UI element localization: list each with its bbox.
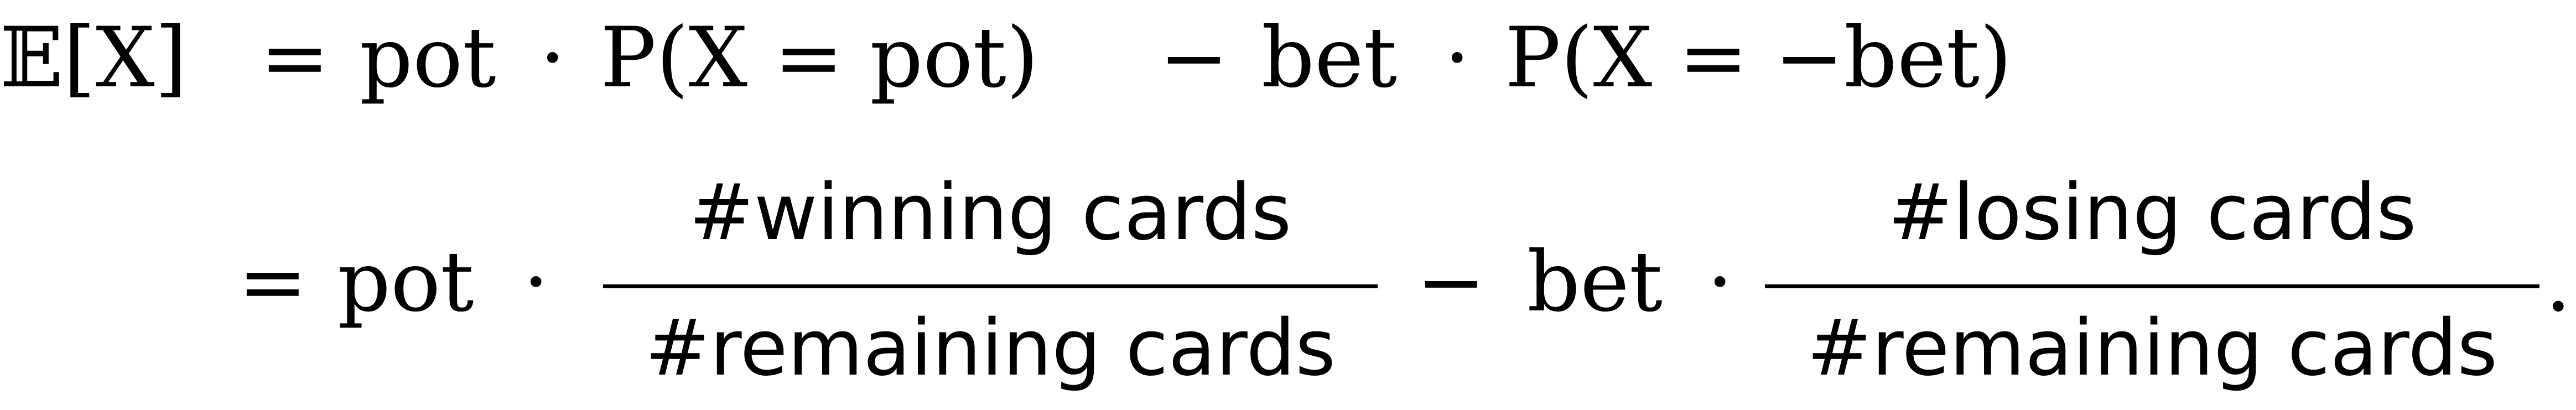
equals-sign: = bbox=[238, 234, 308, 330]
equation-line-1 bbox=[0, 11, 2576, 111]
fraction-bar bbox=[603, 284, 1378, 288]
bet-term: bet bbox=[1527, 234, 1663, 330]
multiply-dot: · bbox=[1707, 234, 1733, 330]
minus-sign: − bbox=[1416, 234, 1486, 330]
period: . bbox=[2545, 234, 2572, 330]
winning-fraction bbox=[603, 166, 1378, 409]
pot-term: pot bbox=[360, 10, 496, 106]
fraction-bar bbox=[1765, 284, 2539, 288]
probability-lose: P(X = −bet) bbox=[1505, 10, 2012, 106]
expectation-lhs: 𝔼[X] bbox=[0, 10, 188, 106]
losing-fraction bbox=[1765, 166, 2539, 409]
equation-line-2 bbox=[0, 166, 2576, 409]
winning-numerator: #winning cards bbox=[689, 168, 1292, 258]
minus-sign: − bbox=[1159, 10, 1229, 106]
losing-numerator: #losing cards bbox=[1888, 168, 2417, 258]
equals-sign: = bbox=[260, 10, 330, 106]
bet-term: bet bbox=[1261, 10, 1398, 106]
pot-term: pot bbox=[337, 234, 474, 330]
multiply-dot: · bbox=[1444, 10, 1471, 106]
remaining-denominator: #remaining cards bbox=[645, 303, 1336, 393]
remaining-denominator: #remaining cards bbox=[1806, 303, 2498, 393]
multiply-dot: · bbox=[539, 10, 566, 106]
multiply-dot: · bbox=[523, 234, 549, 330]
probability-win: P(X = pot) bbox=[600, 10, 1039, 106]
